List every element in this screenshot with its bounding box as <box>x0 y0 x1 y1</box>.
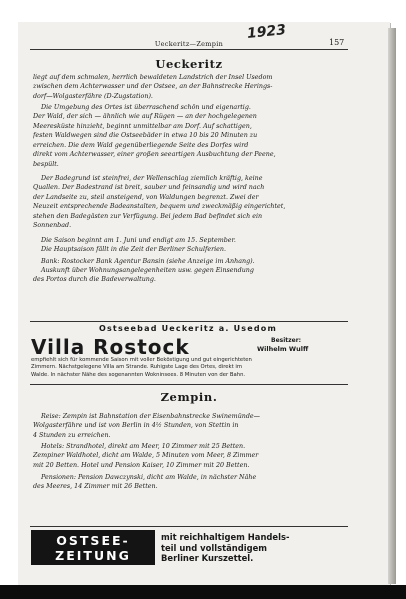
text-line: Neuzeit entsprechende Badeanstalten, bequem und zweckmäßig eingerichtet, <box>33 203 286 211</box>
ad-villa-name: Villa Rostock <box>31 335 190 359</box>
text-line: Pensionen: Pension Dawczynski, dicht am Walde, in nächster Nähe <box>41 474 257 481</box>
text-line: mit reichhaltigem Handels- <box>161 532 290 542</box>
text-line: Meeresküste hinzieht, beginnt unmittelbar am Dorf. Auf schattigen, <box>33 122 252 130</box>
text-line: Der Wald, der sich — ähnlich wie auf Rügen — an der hochgelegenen <box>33 113 257 121</box>
text-line: Reise: Zempin ist Bahnstation der Eisenbahnstrecke Swinemünde— <box>41 413 261 420</box>
advertisement-villa-rostock <box>31 324 345 378</box>
text-line: des Meeres, 14 Zimmer mit 26 Betten. <box>33 483 158 491</box>
ad-owner-label: Besitzer: <box>271 337 302 344</box>
banner-rule <box>30 526 348 527</box>
running-head: Ueckeritz—Zempin <box>154 40 224 48</box>
zempin-pensions <box>33 473 347 492</box>
advertisement-ostsee-zeitung <box>31 530 343 565</box>
zempin-travel <box>33 412 347 440</box>
text-line: Wolgasterfähre und ist von Berlin in 4½ Stunden, von Stettin in <box>33 422 239 430</box>
header-rule <box>30 49 348 50</box>
text-line: Die Umgebung des Ortes ist überraschend schön und eigenartig. <box>41 104 251 111</box>
text-line: dorf—Wolgasterfähre (D-Zugstation). <box>33 92 153 100</box>
scan-border <box>0 585 406 599</box>
newspaper-logo <box>31 530 155 565</box>
page-number: 157 <box>329 38 345 47</box>
ad-owner-name: Wilhelm Wulff <box>257 345 309 353</box>
section-title-ueckeritz: Ueckeritz <box>155 57 223 71</box>
text-line: Die Saison beginnt am 1. Juni und endigt am 15. September. <box>41 237 236 244</box>
text-line: empfiehlt sich für kommende Saison mit voller Beköstigung und gut eingerichteten <box>31 357 252 363</box>
text-line: des Portos durch die Badeverwaltung. <box>33 276 156 284</box>
text-line: liegt auf dem schmalen, herrlich bewaldeten Landstrich der Insel Usedom <box>33 74 273 81</box>
logo-line-2: ZEITUNG <box>55 548 131 563</box>
text-line: teil und vollständigem <box>161 542 268 553</box>
ad-description <box>31 357 345 379</box>
logo-line-1: OSTSEE- <box>56 533 130 548</box>
book-edge <box>388 28 396 584</box>
text-line: stehen den Badegästen zur Verfügung. Bei jedem Bad befindet sich ein <box>33 212 263 220</box>
text-line: Sonnenbad. <box>33 222 72 230</box>
text-line: mit 20 Betten. Hotel und Pension Kaiser, 10 Zimmer mit 20 Betten. <box>33 461 250 469</box>
text-line: zwischen dem Achterwasser und der Ostsee, an der Bahnstrecke Herings- <box>33 83 273 91</box>
section-title-zempin: Zempin. <box>160 390 218 404</box>
text-line: Zempiner Waldhotel, dicht am Walde, 5 Minuten vom Meer, 8 Zimmer <box>33 452 259 460</box>
ueckeritz-info <box>33 266 347 285</box>
handwritten-year: 1923 <box>246 22 287 42</box>
ad-bottom-rule <box>30 384 348 385</box>
text-line: Die Hauptsaison fällt in die Zeit der Berliner Schulferien. <box>41 246 227 254</box>
text-line: Zimmern. Nächstgelegene Villa am Strande. Ruhigste Lage des Ortes, direkt im <box>31 364 242 371</box>
ad-top-rule <box>30 321 348 322</box>
zempin-hotels <box>33 442 347 470</box>
text-line: Walde. In nächster Nähe des sogenannten Wokninsees. 8 Minuten von der Bahn. <box>31 371 246 378</box>
banner-tagline <box>161 532 343 564</box>
text-line: Quallen. Der Badestrand ist breit, sauber und feinsandig und wird nach <box>33 184 265 192</box>
text-line: Berliner Kurszettel. <box>161 553 254 563</box>
text-line: Hotels: Strandhotel, direkt am Meer, 10 Zimmer mit 25 Betten. <box>41 443 246 450</box>
ad-location-line: Ostseebad Ueckeritz a. Usedom <box>98 324 278 333</box>
text-line: bespült. <box>33 160 59 168</box>
text-line: Auskunft über Wohnungsangelegenheiten usw. gegen Einsendung <box>41 267 254 274</box>
text-line: Der Badegrund ist steinfrei, der Wellenschlag ziemlich kräftig, keine <box>41 175 263 182</box>
text-line: festen Waldwegen sind die Ostseebäder in etwa 10 bis 20 Minuten zu <box>33 132 258 140</box>
text-line: der Landseite zu, steil ansteigend, von Waldungen begrenzt. Zwei der <box>33 193 259 201</box>
text-line: direkt vom Achterwasser, einer großen seeartigen Ausbuchtung der Peene, <box>33 151 276 159</box>
text-line: erreichen. Die dem Wald gegenüberliegende Seite des Dorfes wird <box>33 141 249 149</box>
text-line: Bank: Rostocker Bank Agentur Bansin (siehe Anzeige im Anhang). <box>41 258 255 265</box>
ueckeritz-intro <box>33 73 347 101</box>
text-line: 4 Stunden zu erreichen. <box>33 431 111 439</box>
ueckeritz-beach <box>33 174 347 231</box>
ueckeritz-surroundings <box>33 103 347 169</box>
ueckeritz-season <box>33 236 347 255</box>
